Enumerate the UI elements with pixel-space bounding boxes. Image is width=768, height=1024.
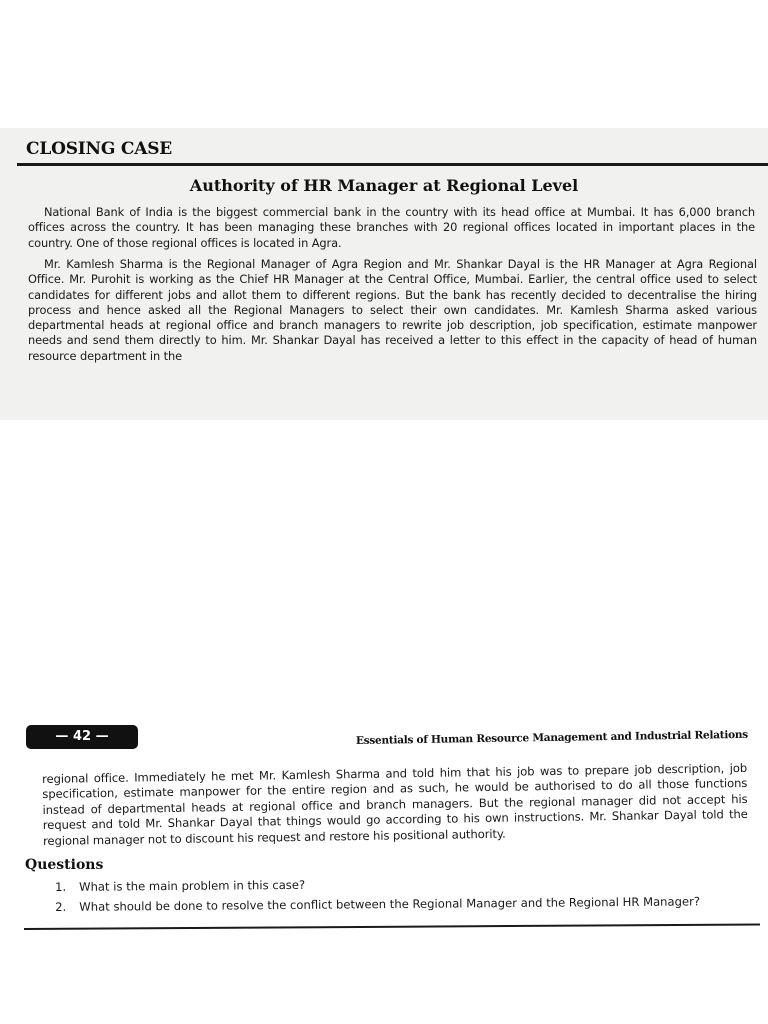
question-number: 2. <box>55 899 67 914</box>
case-title: Authority of HR Manager at Regional Level <box>189 176 579 195</box>
question-list <box>55 871 755 917</box>
question-text: What is the main problem in this case? <box>79 877 306 894</box>
top-margin <box>0 0 768 128</box>
paragraph-3: regional office. Immediately he met Mr. Kamlesh Sharma and told him that his job was to prepare job description, job specification, estimate manpower for the entire region and as such, he would be authorised to do all those functions instead of departmental heads at regional office and branch managers. But the regional manager did not accept his request and told Mr. Shankar Dayal that things would go according to his own instructions. Mr. Shankar Dayal told the regional manager not to discount his request and restore his positional authority. <box>42 760 748 848</box>
page-blank-area <box>0 420 768 720</box>
running-head: Essentials of Human Resource Management and Industrial Relations <box>355 728 748 747</box>
section-divider <box>17 163 768 166</box>
questions-heading: Questions <box>25 857 104 873</box>
paragraph-1: National Bank of India is the biggest commercial bank in the country with its head office at Mumbai. It has 6,000 branch offices across the country. It has been managing these branches with 20 regional offices located in important places in the country. One of those regional offices is located in Agra. <box>28 205 755 250</box>
question-number: 1. <box>55 879 67 894</box>
page-number-badge: — 42 — <box>26 725 138 749</box>
section-label: CLOSING CASE <box>26 139 173 159</box>
paragraph-2: Mr. Kamlesh Sharma is the Regional Manager of Agra Region and Mr. Shankar Dayal is the HR Manager at Agra Regional Office. Mr. Purohit is working as the Chief HR Manager at the Central Office, Mumbai. Earlier, the central office used to select candidates for different jobs and allot them to different regions. But the bank has recently decided to decentralise the hiring process and hence asked all the Regional Managers to select their own candidates. Mr. Kamlesh Sharma asked various departmental heads at regional office and branch managers to rewrite job description, job specification, estimate manpower needs and send them directly to him. Mr. Shankar Dayal has received a letter to this effect in the capacity of head of human resource department in the <box>28 257 757 363</box>
question-text: What should be done to resolve the conflict between the Regional Manager and the Regional HR Manager? <box>79 894 701 914</box>
